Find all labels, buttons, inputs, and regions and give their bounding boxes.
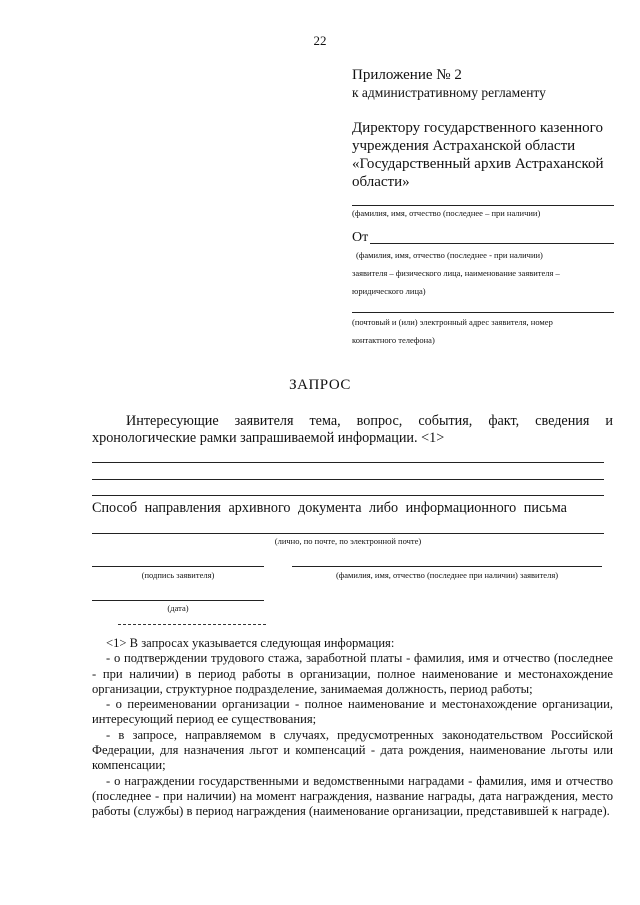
address-caption-2: контактного телефона): [352, 335, 435, 345]
page-number: 22: [313, 33, 327, 48]
from-label: От: [352, 230, 369, 245]
applicant-fio-caption: (фамилия, имя, отчество (последнее при наличии) заявителя): [335, 570, 559, 580]
from-caption-3: юридического лица): [352, 286, 426, 296]
footnote: [92, 636, 613, 820]
addressee-block: [352, 66, 614, 347]
from-line: [370, 243, 614, 244]
interest-line-2: хронологические рамки запрашиваемой информации. <1>: [92, 430, 445, 446]
method-answer-line: [92, 533, 604, 534]
footnote-item: - о награждении государственными и ведомственными наградами - фамилия, имя и отчество (последнее - при наличии) на момент награждения, название награды, дата награждения, место работы (службы) в период награждения (наименование организации, представившей к награде).: [92, 773, 613, 819]
signature-caption: (подпись заявителя): [141, 570, 215, 580]
from-caption-2: заявителя – физического лица, наименование заявителя –: [352, 268, 560, 278]
footnote-separator: [118, 624, 266, 625]
appendix-title: Приложение № 2: [352, 67, 462, 83]
interest-answer-line-3: [92, 495, 604, 496]
footnote-item: - о переименовании организации - полное наименование и местонахождение организации, интересующий период ее существования;: [92, 697, 613, 727]
signature-line: [92, 566, 264, 567]
applicant-fio-line: [292, 566, 602, 567]
director-line-1: Директору государственного казенного: [352, 120, 603, 136]
interest-line-1: Интересующие заявителя тема, вопрос, события, факт, сведения и: [126, 413, 613, 429]
from-caption-1: (фамилия, имя, отчество (последнее - при наличии): [356, 250, 543, 260]
address-caption-1: (почтовый и (или) электронный адрес заявителя, номер: [352, 317, 553, 327]
director-line-3: «Государственный архив Астраханской: [352, 156, 604, 172]
interest-answer-line-1: [92, 462, 604, 463]
interest-answer-line-2: [92, 479, 604, 480]
director-fio-caption: (фамилия, имя, отчество (последнее – при наличии): [352, 208, 541, 218]
document-title: ЗАПРОС: [289, 377, 351, 393]
address-line: [352, 312, 614, 313]
date-caption: (дата): [167, 603, 189, 613]
director-line-2: учреждения Астраханской области: [352, 138, 576, 154]
footnote-intro: <1> В запросах указывается следующая информация:: [106, 636, 395, 650]
appendix-subtitle: к административному регламенту: [352, 85, 546, 100]
method-caption: (лично, по почте, по электронной почте): [274, 536, 422, 546]
footnote-item: - о подтверждении трудового стажа, заработной платы - фамилия, имя и отчество (последнее - при наличии) в период работы в организации, полное наименование и местонахождение организации, структурное подразделение, занимаемая должность, период работы;: [92, 651, 613, 696]
director-line-4: области»: [352, 174, 410, 190]
interest-paragraph: [92, 413, 613, 447]
director-heading: [352, 119, 614, 191]
date-line: [92, 600, 264, 601]
footnote-item: - в запросе, направляемом в случаях, предусмотренных законодательством Российской Федерации, для назначения льгот и компенсаций - дата рождения, наименование льготы или компенсации;: [92, 727, 613, 773]
from-row: [352, 230, 614, 246]
method-text: Способ направления архивного документа либо информационного письма: [92, 500, 567, 516]
